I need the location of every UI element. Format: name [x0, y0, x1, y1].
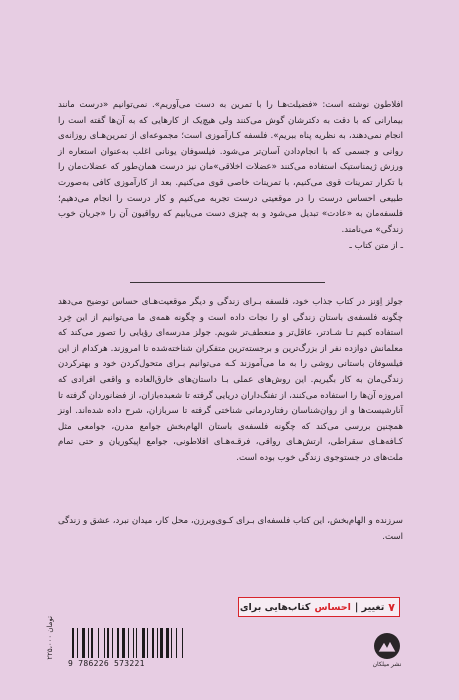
description-paragraph-2: سرزنده و الهام‌بخش، این کتاب فلسفه‌ای بـرای کـوی‌وبرزن، محل کار، میدان نبرد، عشق و زندگی است.: [58, 516, 403, 542]
series-number: ۷: [388, 600, 395, 614]
publisher-name: نشر میلکان: [372, 661, 402, 668]
quote-block: [58, 98, 403, 255]
barcode-bar: [147, 628, 148, 658]
barcode-bar: [160, 628, 163, 658]
barcode-bar: [176, 628, 177, 658]
quote-source: ـ از متن کتاب ـ: [349, 241, 403, 252]
barcode-bar: [117, 628, 119, 658]
price-label: ۲۲۵،۰۰۰ تومان: [46, 616, 54, 660]
barcode-bar: [182, 628, 183, 658]
barcode-bar: [112, 628, 113, 658]
barcode-bar: [72, 628, 74, 658]
barcode-bar: [157, 628, 158, 658]
series-label-box: [238, 597, 400, 617]
barcode-bar: [128, 628, 129, 658]
section-divider: [130, 282, 325, 283]
mountain-logo-icon: [373, 632, 401, 660]
barcode-bar: [171, 628, 172, 658]
series-label-highlight: احساس: [314, 601, 351, 613]
publisher-logo: [370, 632, 404, 672]
barcode-bar: [91, 628, 93, 658]
barcode-bar: [88, 628, 89, 658]
isbn-barcode: [58, 628, 230, 670]
quote-text: افلاطون نوشته است: «فضیلت‌هـا را با تمرین به دست می‌آوریم». نمی‌توانیم «درست مانند بیمارانی که با دقت به دکترشان گوش می‌کنند ولی هیچ‌یک از کارهایی که به آن‌ها گفته است را انجام نمی‌دهند، به نظریه پناه ببریم». فلسفه کـارآموزی است؛ مجموعه‌ای از تمرین‌هـای روزانه‌ی روانی و جسمی که با انجام‌دادن آسان‌تر می‌شود. فیلسوفان یونانی اغلب به‌عنوان استعاره از ورزش ژیمناستیک استفاده می‌کنند «عضلات اخلاقی»مان نیز درست همان‌طور که عضلات‌مان را با تکرار تمرینات قوی می‌کنیم، با تمرینات خاصی قوی می‌کنیم. بعد از کارآموزی کافی به‌صورت طبیعی احساس درست را در موقعیتی درست تجربه می‌کنیم و کار درست را انجام می‌دهیم؛ فلسفه‌مان به «عادت» تبدیل می‌شود و به چیزی دست می‌یابیم که رواقیون آن را «جریان خوب زندگی» می‌نامند.: [58, 100, 403, 235]
series-label-after: تغییر |: [354, 601, 385, 613]
barcode-digits: 9 786226 573221: [68, 659, 145, 668]
barcode-bars: [72, 628, 222, 658]
barcode-bar: [142, 628, 144, 658]
barcode-bar: [133, 628, 134, 658]
barcode-bar: [104, 628, 105, 658]
barcode-bar: [136, 628, 137, 658]
barcode-bar: [122, 628, 125, 658]
series-label-before: کتاب‌هایی برای: [239, 601, 311, 613]
description-paragraph-1: جولز اِوَنز در کتاب جذاب خود، فلسفه بـرای زندگی و دیگر موقعیت‌هـای حساس توضیح می‌دهد چگونه فلسفه‌ی باستان زندگی او را نجات داده است و چگونه همه‌ی ما می‌توانیم از این خِرد استفاده کنیم تـا شـادتر، عاقل‌تر و منعطف‌تر شویم. جولز مدرسه‌ای رؤیایی را تصور می‌کند که معلمانش دوازده نفر از بزرگ‌ترین و برجسته‌ترین متفکران شناخته‌شده تا امروزند. هرکدام از این فیلسوفان باستانی روشی را به ما می‌آموزند کـه می‌توانیم بـرای متحول‌کردن خود و بهترکردن زندگی‌مان به کار بگیریم. این روش‌های عملی بـا داستان‌های خارق‌العاده و واقعی افرادی که امروزه آن‌ها را استفاده می‌کنند، از تفنگ‌داران دریایی گرفته تا شعبده‌بازان، از فضانوردان گرفته تا آنارشیست‌ها و از روان‌شناسان رفتاردرمانی شناختی گرفته تا سربازان، شرح داده شده‌اند. اونز همچنین بررسی می‌کند که چگونه فلسفه‌ی باستان الهام‌بخش جوامع مدرن، جوامعی مثل کـافه‌هـای سقراطی، ارتش‌هـای رواقی، فرقـه‌هـای افلاطونی، جوامع اپیکوریان و حتی تمام ملت‌های در جستوجوی زندگی خوب بوده است.: [58, 297, 403, 463]
barcode-bar: [82, 628, 85, 658]
barcode-bar: [77, 628, 78, 658]
barcode-bar: [107, 628, 109, 658]
barcode-bar: [98, 628, 99, 658]
barcode-bar: [166, 628, 168, 658]
barcode-bar: [152, 628, 154, 658]
